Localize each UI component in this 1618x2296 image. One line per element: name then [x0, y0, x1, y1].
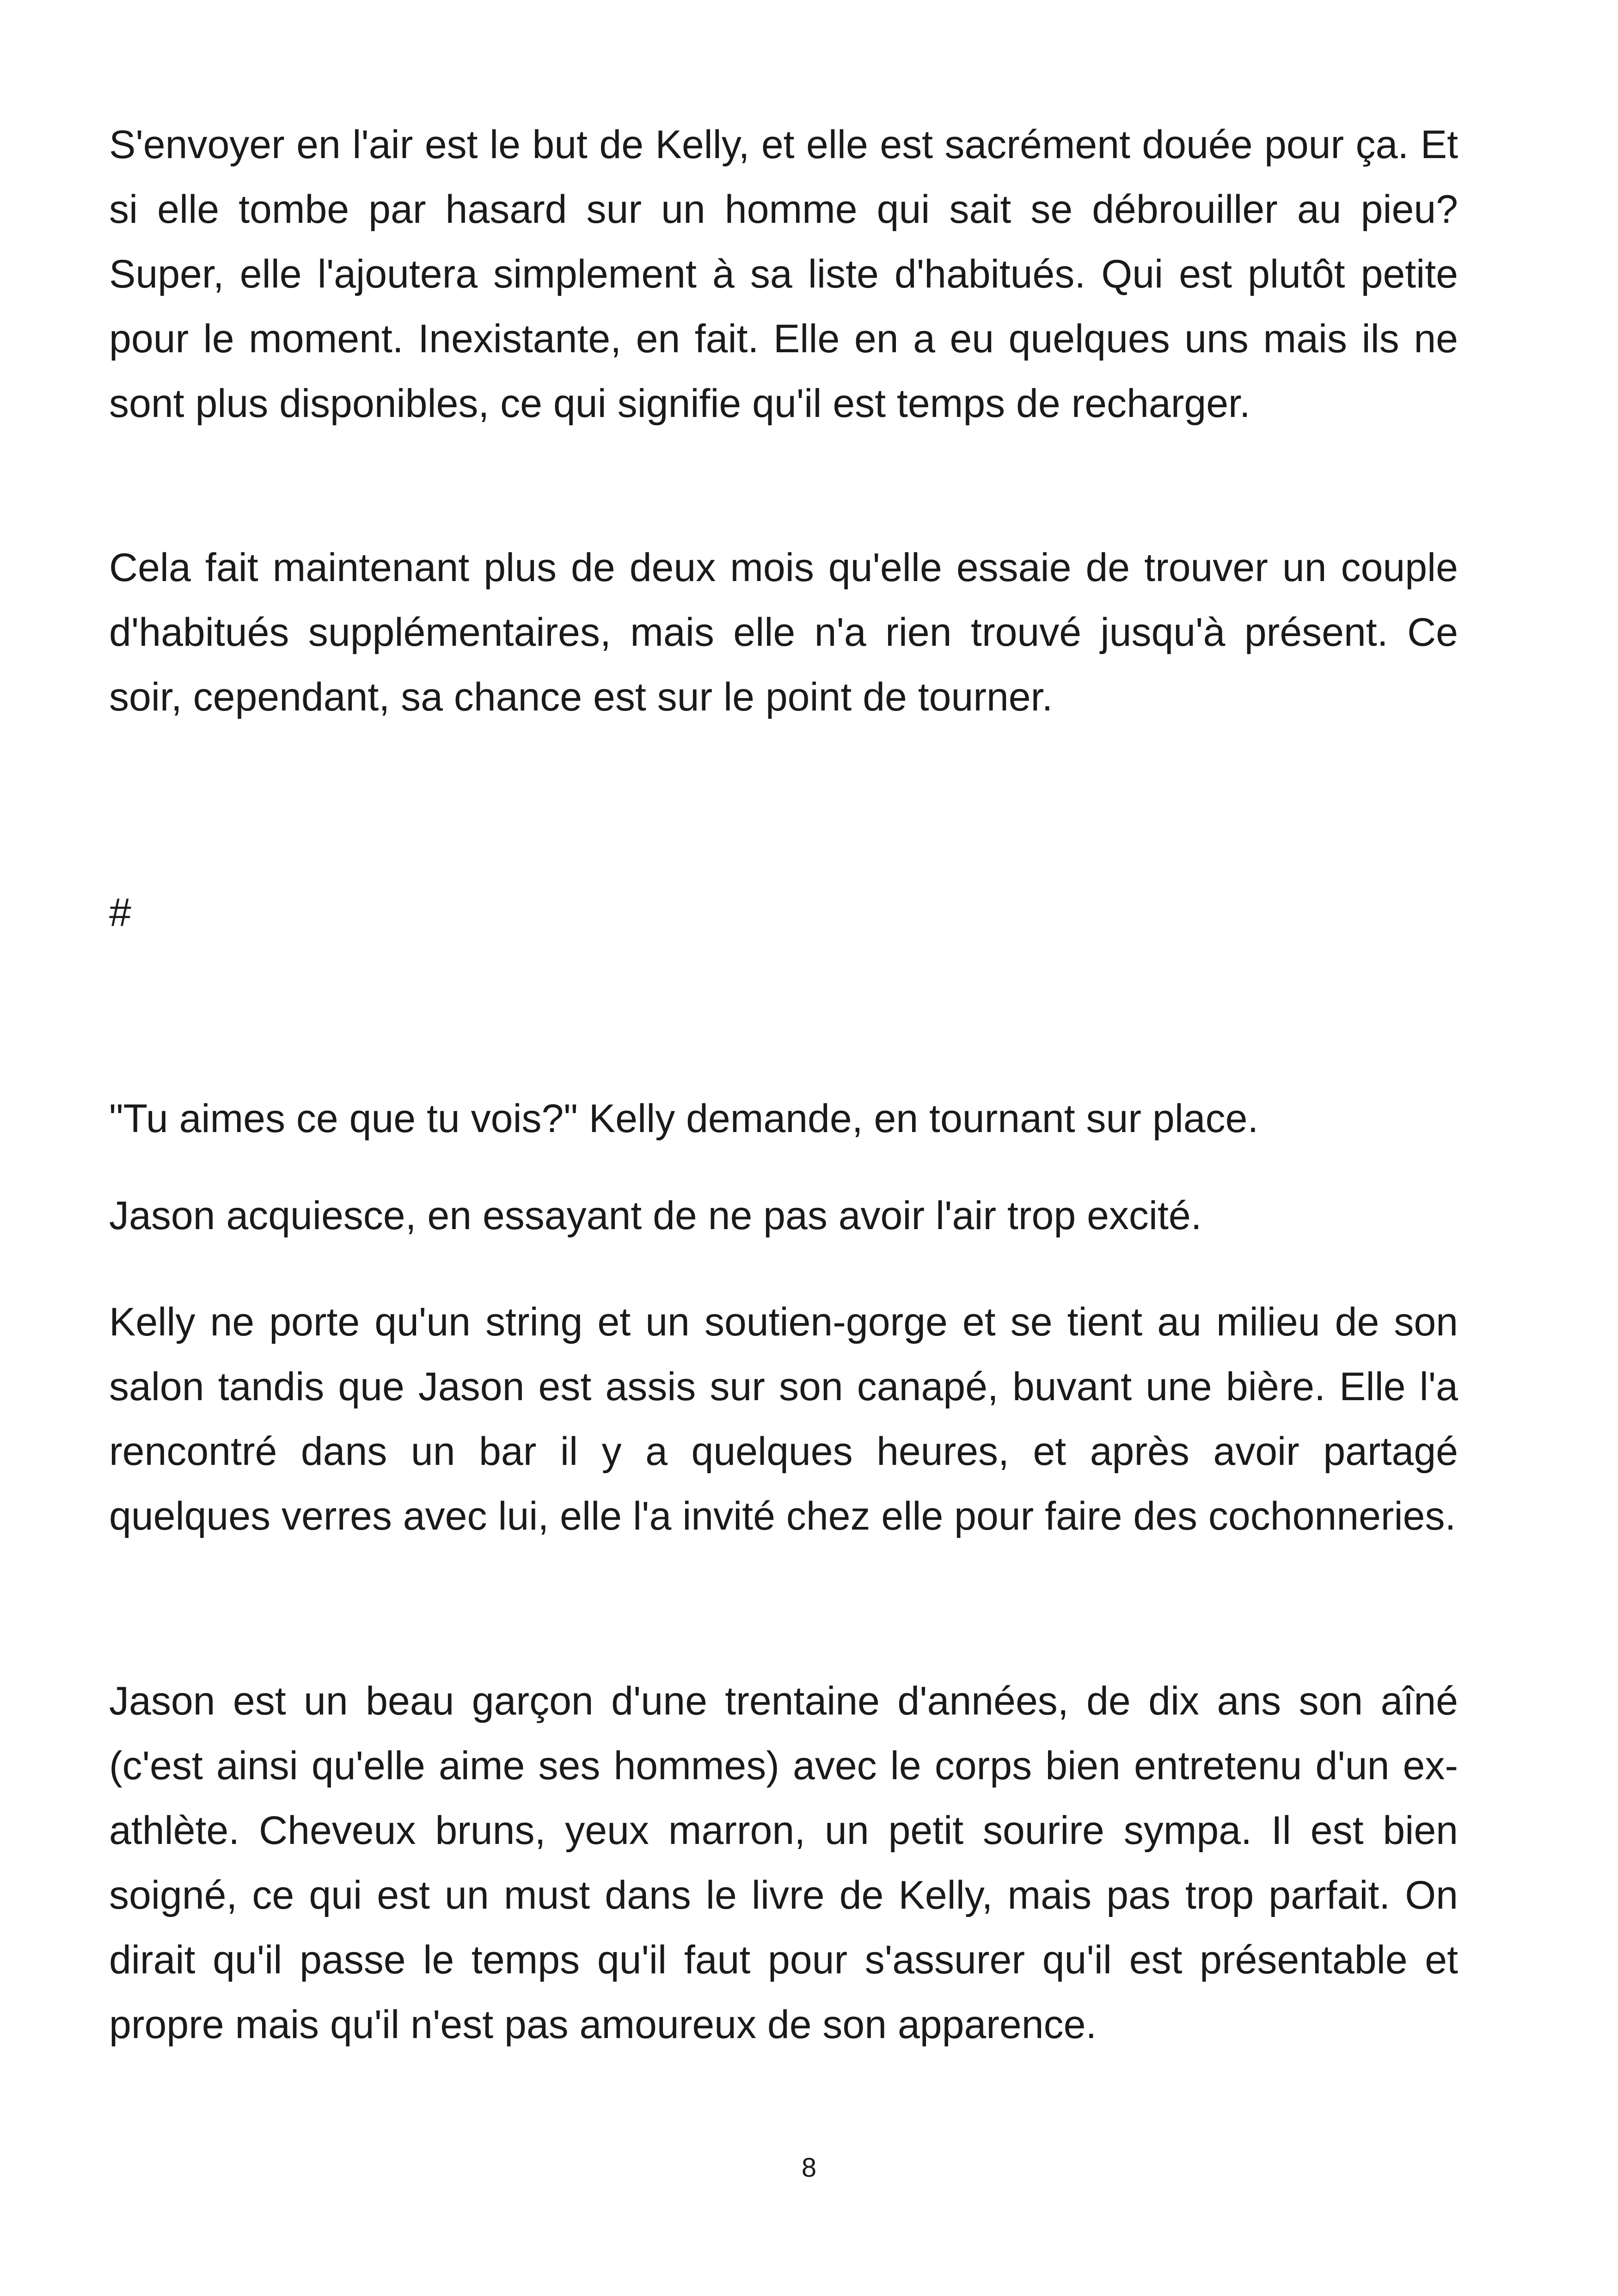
scene-break: #: [109, 890, 131, 935]
paragraph: Cela fait maintenant plus de deux mois qu'elle essaie de trouver un couple d'habitués supplémentaires, mais elle n'a rien trouvé jusqu'à présent. Ce soir, cependant, sa chance est sur le point de tourner.: [109, 545, 1458, 719]
paragraph: Jason acquiesce, en essayant de ne pas avoir l'air trop excité.: [109, 1194, 1202, 1238]
paragraph: S'envoyer en l'air est le but de Kelly, et elle est sacrément douée pour ça. Et si elle tombe par hasard sur un homme qui sait se débrouiller au pieu? Super, elle l'ajoutera simplement à sa liste d'habitués. Qui est plutôt petite pour le moment. Inexistante, en fait. Elle en a eu quelques uns mais ils ne sont plus disponibles, ce qui signifie qu'il est temps de recharger.: [109, 122, 1458, 426]
paragraph: Jason est un beau garçon d'une trentaine d'années, de dix ans son aîné (c'est ainsi qu'elle aime ses hommes) avec le corps bien entretenu d'un ex-athlète. Cheveux bruns, yeux marron, un petit sourire sympa. Il est bien soigné, ce qui est un must dans le livre de Kelly, mais pas trop parfait. On dirait qu'il passe le temps qu'il faut pour s'assurer qu'il est présentable et propre mais qu'il n'est pas amoureux de son apparence.: [109, 1679, 1458, 2047]
page-number: 8: [801, 2153, 817, 2183]
paragraph: Kelly ne porte qu'un string et un soutien-gorge et se tient au milieu de son salon tandis que Jason est assis sur son canapé, buvant une bière. Elle l'a rencontré dans un bar il y a quelques heures, et après avoir partagé quelques verres avec lui, elle l'a invité chez elle pour faire des cochonneries.: [109, 1300, 1458, 1538]
paragraph: "Tu aimes ce que tu vois?" Kelly demande, en tournant sur place.: [109, 1096, 1259, 1141]
